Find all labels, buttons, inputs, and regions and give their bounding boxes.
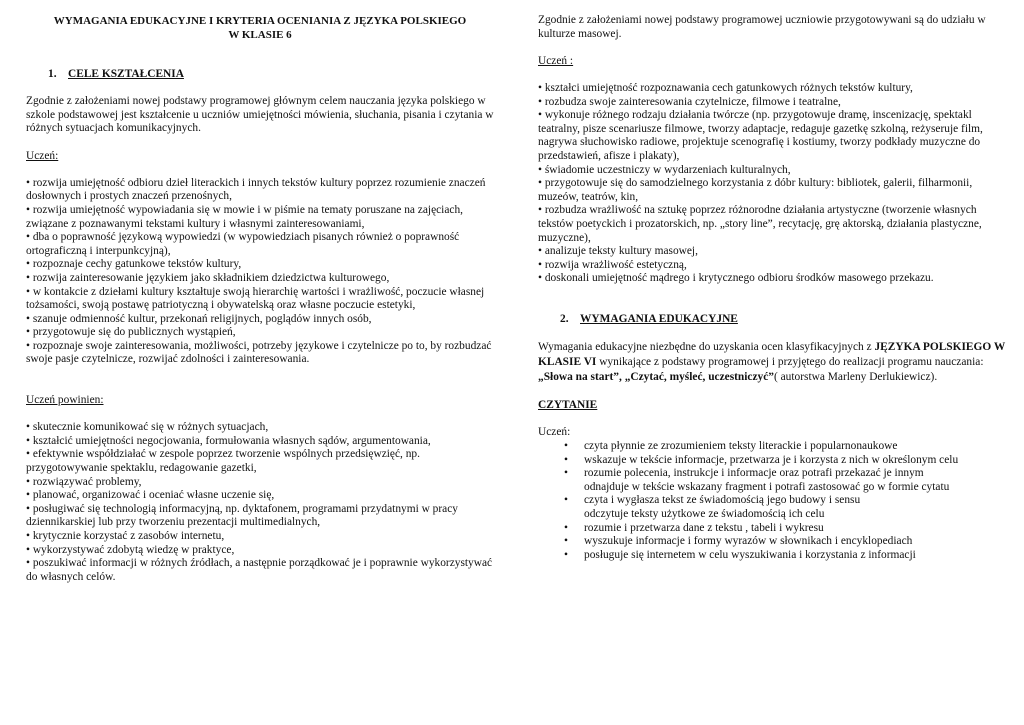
list-item: • czyta i wygłasza tekst ze świadomością jego budowy i sensu	[538, 494, 1008, 508]
czytanie-list-3	[538, 522, 1008, 563]
list-item: • rozpoznaje cechy gatunkowe tekstów kultury,	[26, 258, 242, 271]
list-item: • krytycznie korzystać z zasobów internetu,	[26, 530, 225, 542]
list-item: • doskonali umiejętność mądrego i krytycznego odbioru środków masowego przekazu.	[538, 272, 934, 285]
title-line-1: WYMAGANIA EDUKACYJNE I KRYTERIA OCENIANIA Z JĘZYKA POLSKIEGO	[53, 15, 467, 27]
section-1-number: 1.	[48, 68, 57, 80]
list-item: • posługiwać się technologią informacyjną, np. dyktafonem, programami przydatnymi w pracy dziennikarskiej lub przy tworzeniu prezentacji multimedialnych,	[26, 502, 458, 529]
req-text-1: Wymagania edukacyjne niezbędne do uzyskania ocen klasyfikacyjnych z	[538, 341, 875, 354]
list-item: • rozwija wrażliwość estetyczną,	[538, 258, 687, 271]
list-item: • rozbudza swoje zainteresowania czytelnicze, filmowe i teatralne,	[538, 95, 841, 108]
list-item: • analizuje teksty kultury masowej,	[538, 245, 698, 258]
req-subject: JĘZYKA POLSKIEGO W KLASIE VI	[538, 341, 1006, 369]
req-text-3: ( autorstwa Marleny Derlukiewicz).	[773, 371, 938, 384]
list-item: • wyszukuje informacje i formy wyrazów w słownikach i encyklopediach	[538, 535, 1008, 549]
czytanie-list-2	[538, 494, 1008, 508]
list-item-continuation: odnajduje w tekście wskazany fragment i potrafi zastosować go w formie cytatu	[584, 480, 950, 493]
section-1-heading	[48, 68, 494, 82]
uczen-list	[26, 177, 494, 367]
list-item: • przygotowuje się do publicznych wystąpień,	[26, 326, 236, 339]
list-item: • posługuje się internetem w celu wyszukiwania i korzystania z informacji	[538, 549, 1008, 563]
list-item: • rozumie polecenia, instrukcje i informacje oraz potrafi przekazać je innym	[538, 467, 1008, 481]
section-2-heading	[560, 313, 1008, 327]
list-item: • skutecznie komunikować się w różnych sytuacjach,	[26, 421, 269, 434]
list-item-continuation: odczytuje teksty użytkowe ze świadomością ich celu	[584, 508, 825, 521]
uczen-powinien-label: Uczeń powinien:	[26, 394, 104, 407]
left-column	[26, 14, 494, 584]
list-item: • poszukiwać informacji w różnych źródłach, a następnie porządkować je i poprawnie wykorzystywać do własnych celów.	[26, 557, 493, 583]
section-2-title: WYMAGANIA EDUKACYJNE	[580, 312, 738, 325]
czytanie-list	[538, 440, 1008, 481]
left-intro-paragraph: Zgodnie z założeniami nowej podstawy programowej głównym celem nauczania języka polskiego w szkole podstawowej jest kształcenie u uczniów umiejętności mówienia, słuchania, pisania i czytania w różnych sytuacjach komunikacyjnych.	[26, 95, 494, 135]
right-intro-paragraph: Zgodnie z założeniami nowej podstawy programowej uczniowie przygotowywani są do udziału w kulturze masowej.	[538, 14, 986, 40]
powinien-list	[26, 421, 494, 584]
requirements-paragraph	[538, 340, 1008, 386]
right-uczen-label: Uczeń :	[538, 54, 574, 67]
title-line-2: W KLASIE 6	[228, 29, 292, 41]
req-program-titles: „Słowa na start”, „Czytać, myśleć, uczestniczyć”	[538, 371, 774, 384]
list-item: • czyta płynnie ze zrozumieniem teksty literackie i popularnonaukowe	[538, 440, 1008, 454]
list-item: • rozwija umiejętność odbioru dzieł literackich i innych tekstów kultury poprzez rozumienie znaczeń dosłownych i prostych znaczeń przenośnych,	[26, 176, 486, 203]
czytanie-heading: CZYTANIE	[538, 399, 598, 412]
list-item: • rozwiązywać problemy,	[26, 475, 142, 488]
list-item: • dba o poprawność językową wypowiedzi (w wypowiedziach pisanych również o poprawność ortograficzną i interpunkcyjną),	[26, 231, 460, 257]
list-item: • rozpoznaje swoje zainteresowania, możliwości, potrzeby językowe i czytelnicze po to, by rozbudzać swoje pasje czytelnicze, rozwijać zdolności i zainteresowania.	[26, 339, 492, 366]
czytanie-uczen-label: Uczeń:	[538, 426, 571, 439]
right-uczen-list	[538, 82, 1008, 286]
list-item: • w kontakcie z dziełami kultury kształtuje swoją hierarchię wartości i wrażliwość, poczucie własnej tożsamości, swoją postawę patriotyczną i obywatelską oraz własne poczucie estetyki,	[26, 285, 485, 312]
list-item: • rozbudza wrażliwość na sztukę poprzez różnorodne działania artystyczne (tworzenie własnych tekstów poetyckich i prozatorskich, np. „story line”, recytację, grę aktorską, działania plastyczne, muzyczne),	[538, 204, 982, 244]
list-item: • wykonuje różnego rodzaju działania twórcze (np. przygotowuje dramę, inscenizację, spektakl teatralny, pisze scenariusze filmowe, tworzy adaptacje, redaguje gazetkę szkolną, reżyseruje film, nagrywa słuchowisko radiowe, projektuje scenografię i kostiumy, tworzy podkłady muzyczne do przedstawień, afisze i plakaty),	[538, 109, 983, 162]
list-item: • kształcić umiejętności negocjowania, formułowania własnych sądów, argumentowania,	[26, 434, 431, 447]
list-item: • wskazuje w tekście informacje, przetwarza je i korzysta z nich w określonym celu	[538, 454, 1008, 468]
req-text-2: wynikające z podstawy programowej i przyjętego do realizacji programu nauczania:	[596, 356, 984, 369]
list-item: • kształci umiejętność rozpoznawania cech gatunkowych różnych tekstów kultury,	[538, 81, 913, 94]
list-item: • świadomie uczestniczy w wydarzeniach kulturalnych,	[538, 163, 791, 176]
list-item: • wykorzystywać zdobytą wiedzę w praktyce,	[26, 543, 235, 556]
list-item: • rozwija zainteresowanie językiem jako składnikiem dziedzictwa kulturowego,	[26, 271, 390, 284]
list-item: • efektywnie współdziałać w zespole poprzez tworzenie wspólnych przedsięwzięć, np. przygotowywanie spektaklu, redagowanie gazetki,	[26, 448, 420, 475]
list-item: • rozwija umiejętność wypowiadania się w mowie i w piśmie na tematy poruszane na zajęciach, związane z poznawanymi tekstami kultury i własnymi zainteresowaniami,	[26, 203, 463, 230]
list-item: • planować, organizować i oceniać własne uczenie się,	[26, 489, 275, 502]
right-column	[538, 14, 1008, 562]
document-title	[26, 14, 494, 42]
list-item: • przygotowuje się do samodzielnego korzystania z dóbr kultury: bibliotek, galerii, filharmonii, muzeów, teatrów, kin,	[538, 177, 973, 203]
section-2-number: 2.	[560, 312, 569, 325]
uczen-label: Uczeń:	[26, 149, 59, 162]
section-1-title: CELE KSZTAŁCENIA	[68, 68, 184, 80]
list-item: • szanuje odmienność kultur, przekonań religijnych, poglądów innych osób,	[26, 312, 372, 325]
list-item: • rozumie i przetwarza dane z tekstu , tabeli i wykresu	[538, 522, 1008, 536]
